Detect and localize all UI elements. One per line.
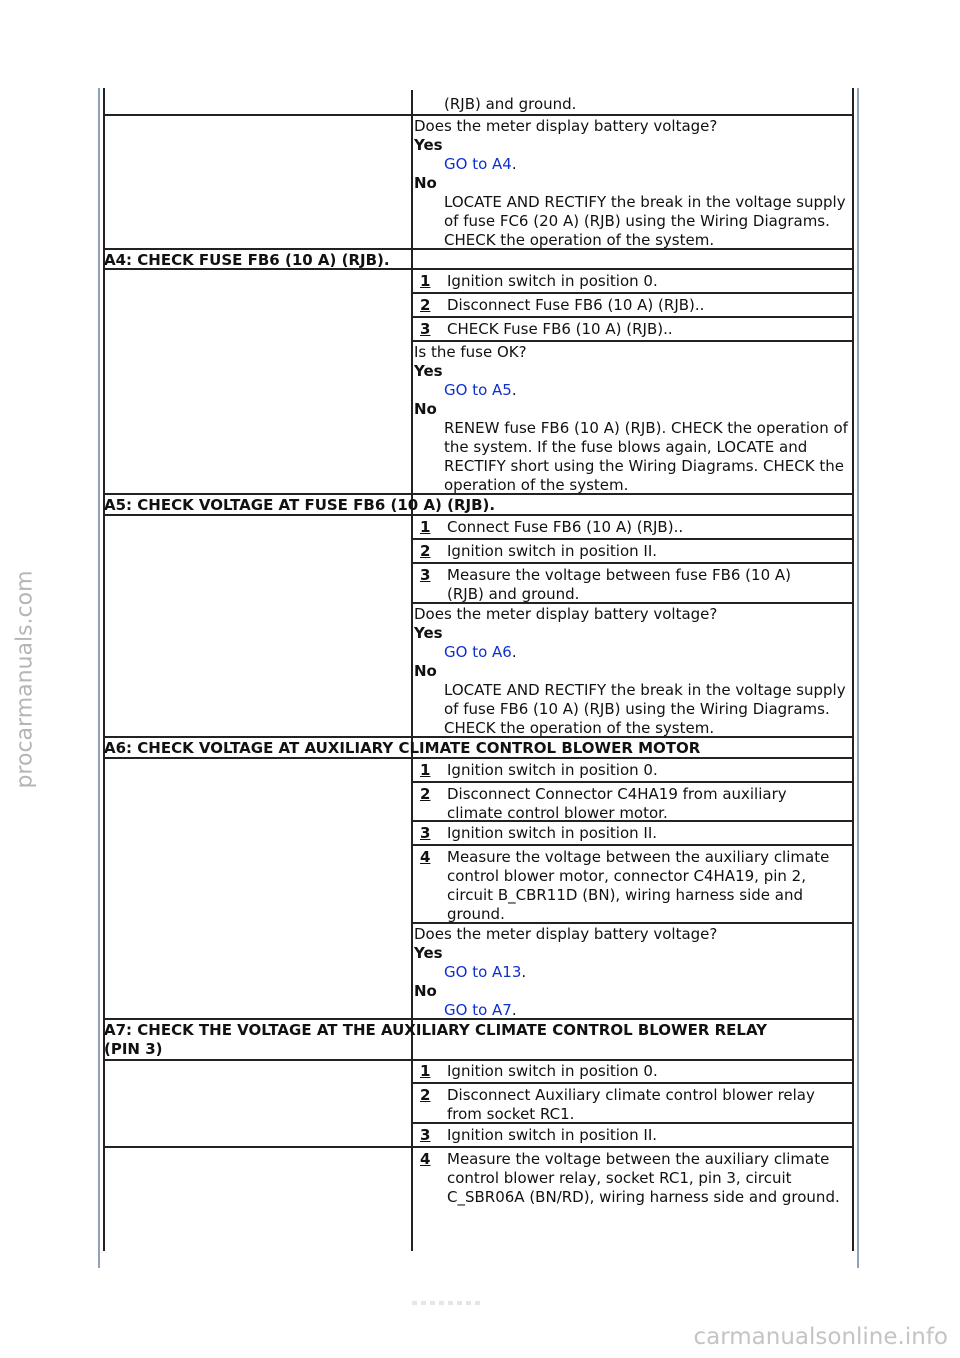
no-label: No xyxy=(414,662,437,680)
rule xyxy=(412,781,854,783)
step-number: 4 xyxy=(420,1150,431,1168)
step-text: Measure the voltage between fuse FB6 (10 A) (RJB) and ground. xyxy=(447,566,791,603)
no-answer: LOCATE AND RECTIFY the break in the voltage supply of fuse FC6 (20 A) (RJB) using the Wiring Diagrams. CHECK the operation of the system. xyxy=(444,193,846,249)
right-page-border xyxy=(857,88,859,1268)
yes-answer: GO to A5. xyxy=(444,381,517,399)
step-number: 2 xyxy=(420,785,431,803)
step-text: Ignition switch in position II. xyxy=(447,542,658,560)
no-label: No xyxy=(414,982,437,1000)
step-number: 1 xyxy=(420,1062,431,1080)
faded-page-footer xyxy=(412,1301,482,1305)
continued-step-line: (RJB) and ground. xyxy=(444,95,577,113)
right-table-border xyxy=(852,88,854,1251)
rule xyxy=(104,1059,854,1061)
rule xyxy=(104,1146,854,1148)
question: Is the fuse OK? xyxy=(414,343,527,361)
rule xyxy=(412,1082,854,1084)
step-number: 1 xyxy=(420,518,431,536)
go-to-link[interactable]: GO to A13 xyxy=(444,963,522,981)
bottom-watermark: carmanualsonline.info xyxy=(693,1324,948,1350)
step-text: Measure the voltage between the auxiliary climate control blower relay, socket RC1, pin 3, circuit C_SBR06A (BN/RD), wiring harness side and ground. xyxy=(447,1150,840,1206)
rule xyxy=(412,316,854,318)
step-number: 2 xyxy=(420,296,431,314)
section-title-a6: A6: CHECK VOLTAGE AT AUXILIARY CLIMATE CONTROL BLOWER MOTOR xyxy=(104,739,701,757)
yes-answer: GO to A13. xyxy=(444,963,527,981)
step-text: Disconnect Connector C4HA19 from auxiliary climate control blower motor. xyxy=(447,785,787,822)
step-number: 3 xyxy=(420,1126,431,1144)
step-number: 1 xyxy=(420,272,431,290)
yes-label: Yes xyxy=(414,624,443,642)
step-number: 3 xyxy=(420,566,431,584)
section-title-a5: A5: CHECK VOLTAGE AT FUSE FB6 (10 A) (RJB). xyxy=(104,496,496,514)
column-divider xyxy=(411,90,413,1251)
go-to-link[interactable]: GO to A5 xyxy=(444,381,512,399)
step-text: Ignition switch in position 0. xyxy=(447,761,658,779)
result-block-a3 xyxy=(414,117,852,250)
no-answer: RENEW fuse FB6 (10 A) (RJB). CHECK the operation of the system. If the fuse blows again, LOCATE and RECTIFY short using the Wiring Diagrams. CHECK the operation of the system. xyxy=(444,419,848,494)
step-number: 4 xyxy=(420,848,431,866)
no-label: No xyxy=(414,174,437,192)
no-label: No xyxy=(414,400,437,418)
step-number: 2 xyxy=(420,542,431,560)
no-answer: LOCATE AND RECTIFY the break in the voltage supply of fuse FB6 (10 A) (RJB) using the Wiring Diagrams. CHECK the operation of the system. xyxy=(444,681,846,737)
step-text: Ignition switch in position II. xyxy=(447,1126,658,1144)
result-block-a5 xyxy=(414,605,852,738)
rule xyxy=(412,844,854,846)
result-block-a4 xyxy=(414,343,852,495)
yes-label: Yes xyxy=(414,362,443,380)
question: Does the meter display battery voltage? xyxy=(414,605,718,623)
step-text: Disconnect Fuse FB6 (10 A) (RJB).. xyxy=(447,296,705,314)
yes-label: Yes xyxy=(414,136,443,154)
yes-answer: GO to A6. xyxy=(444,643,517,661)
yes-answer: GO to A4. xyxy=(444,155,517,173)
no-answer: GO to A7. xyxy=(444,1001,517,1019)
question: Does the meter display battery voltage? xyxy=(414,117,718,135)
step-number: 3 xyxy=(420,320,431,338)
step-text: CHECK Fuse FB6 (10 A) (RJB).. xyxy=(447,320,673,338)
rule xyxy=(412,292,854,294)
section-title-a4: A4: CHECK FUSE FB6 (10 A) (RJB). xyxy=(104,251,390,269)
question: Does the meter display battery voltage? xyxy=(414,925,718,943)
step-text: Ignition switch in position 0. xyxy=(447,272,658,290)
step-text: Disconnect Auxiliary climate control blower relay from socket RC1. xyxy=(447,1086,815,1123)
section-title-line: (PIN 3) xyxy=(104,1040,163,1058)
go-to-link[interactable]: GO to A4 xyxy=(444,155,512,173)
continued-step-text xyxy=(414,95,852,114)
rule xyxy=(104,114,854,116)
left-page-border xyxy=(98,88,100,1268)
yes-label: Yes xyxy=(414,944,443,962)
step-number: 2 xyxy=(420,1086,431,1104)
section-title-line: A7: CHECK THE VOLTAGE AT THE AUXILIARY CLIMATE CONTROL BLOWER RELAY xyxy=(104,1021,768,1039)
rule xyxy=(412,340,854,342)
step-text: Ignition switch in position 0. xyxy=(447,1062,658,1080)
go-to-link[interactable]: GO to A6 xyxy=(444,643,512,661)
step-text: Connect Fuse FB6 (10 A) (RJB).. xyxy=(447,518,684,536)
step-number: 3 xyxy=(420,824,431,842)
side-watermark xyxy=(5,0,45,1358)
step-text: Ignition switch in position II. xyxy=(447,824,658,842)
rule xyxy=(412,538,854,540)
go-to-link[interactable]: GO to A7 xyxy=(444,1001,512,1019)
step-text: Measure the voltage between the auxiliary climate control blower motor, connector C4HA19, pin 2, circuit B_CBR11D (BN), wiring harness side and ground. xyxy=(447,848,830,923)
result-block-a6 xyxy=(414,925,852,1020)
rule xyxy=(412,562,854,564)
side-watermark-text: procarmanuals.com xyxy=(12,569,38,789)
section-title-a7 xyxy=(104,1021,767,1059)
step-number: 1 xyxy=(420,761,431,779)
